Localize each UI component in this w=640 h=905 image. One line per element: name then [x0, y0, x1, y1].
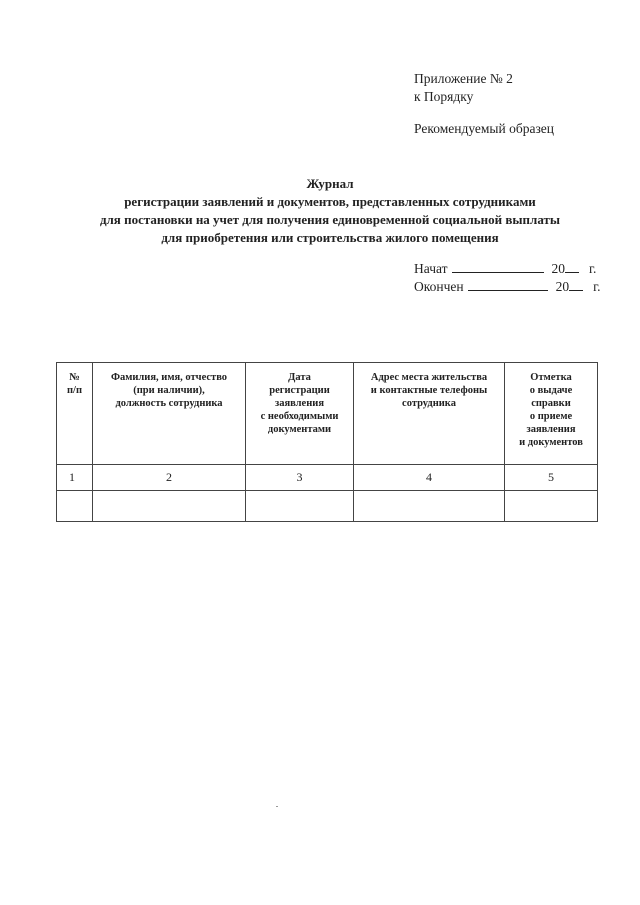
table-empty-row — [57, 491, 598, 522]
column-number-cell: 4 — [354, 465, 505, 491]
journal-title — [40, 175, 620, 247]
finished-year-prefix: 20 — [555, 279, 570, 294]
empty-cell[interactable] — [505, 491, 598, 522]
empty-cell[interactable] — [354, 491, 505, 522]
header-cell-number — [57, 363, 93, 465]
header-text: Дата — [288, 372, 311, 383]
finished-label: Окончен — [414, 279, 464, 294]
header-text: должность сотрудника — [115, 398, 223, 409]
table-header-row — [57, 363, 598, 465]
header-text: № — [69, 372, 80, 383]
title-line-2: регистрации заявлений и документов, представленных сотрудниками — [124, 194, 536, 209]
title-line-3: для постановки на учет для получения единовременной социальной выплаты — [99, 212, 561, 227]
journal-table — [56, 362, 598, 522]
header-text: сотрудника — [402, 398, 456, 409]
header-text: о приеме — [529, 411, 573, 422]
title-line-1: Журнал — [306, 176, 354, 191]
header-text: о выдаче — [529, 385, 573, 396]
header-text: (при наличии), — [133, 385, 205, 396]
header-text: заявления — [526, 424, 576, 435]
column-number-cell: 1 — [57, 465, 93, 491]
header-text: регистрации — [269, 385, 330, 396]
started-label: Начат — [414, 261, 448, 276]
finished-date-line — [414, 278, 601, 296]
started-year-prefix: 20 — [551, 261, 566, 276]
appendix-number: Приложение № 2 — [414, 71, 513, 86]
finished-date-blank — [468, 278, 548, 291]
finished-year-suffix: г. — [593, 279, 601, 294]
started-date-blank — [452, 260, 544, 273]
header-text: документами — [267, 424, 332, 435]
empty-cell[interactable] — [57, 491, 93, 522]
column-number-cell: 2 — [93, 465, 246, 491]
header-text: с необходимыми — [260, 411, 339, 422]
scan-speck — [276, 806, 278, 807]
header-text: справки — [531, 398, 571, 409]
header-text: и контактные телефоны — [370, 385, 488, 396]
header-text: п/п — [66, 385, 83, 396]
column-number-cell: 5 — [505, 465, 598, 491]
started-year-suffix: г. — [589, 261, 597, 276]
header-cell-full-name — [93, 363, 246, 465]
empty-cell[interactable] — [246, 491, 354, 522]
started-date-line — [414, 260, 601, 278]
appendix-reference — [414, 70, 513, 106]
header-cell-registration-date — [246, 363, 354, 465]
journal-dates — [414, 260, 601, 296]
title-line-4: для приобретения или строительства жилого помещения — [161, 230, 499, 245]
header-text: и документов — [519, 437, 583, 448]
appendix-order: к Порядку — [414, 89, 474, 104]
started-year-blank — [565, 260, 579, 273]
header-text: Адрес места жительства — [370, 372, 488, 383]
header-cell-address — [354, 363, 505, 465]
finished-year-blank — [569, 278, 583, 291]
column-number-cell: 3 — [246, 465, 354, 491]
header-text: Фамилия, имя, отчество — [110, 372, 228, 383]
table-column-number-row — [57, 465, 598, 491]
header-text: Отметка — [530, 372, 572, 383]
recommended-sample-label: Рекомендуемый образец — [414, 121, 555, 136]
header-text: заявления — [274, 398, 324, 409]
empty-cell[interactable] — [93, 491, 246, 522]
header-cell-issue-mark — [505, 363, 598, 465]
